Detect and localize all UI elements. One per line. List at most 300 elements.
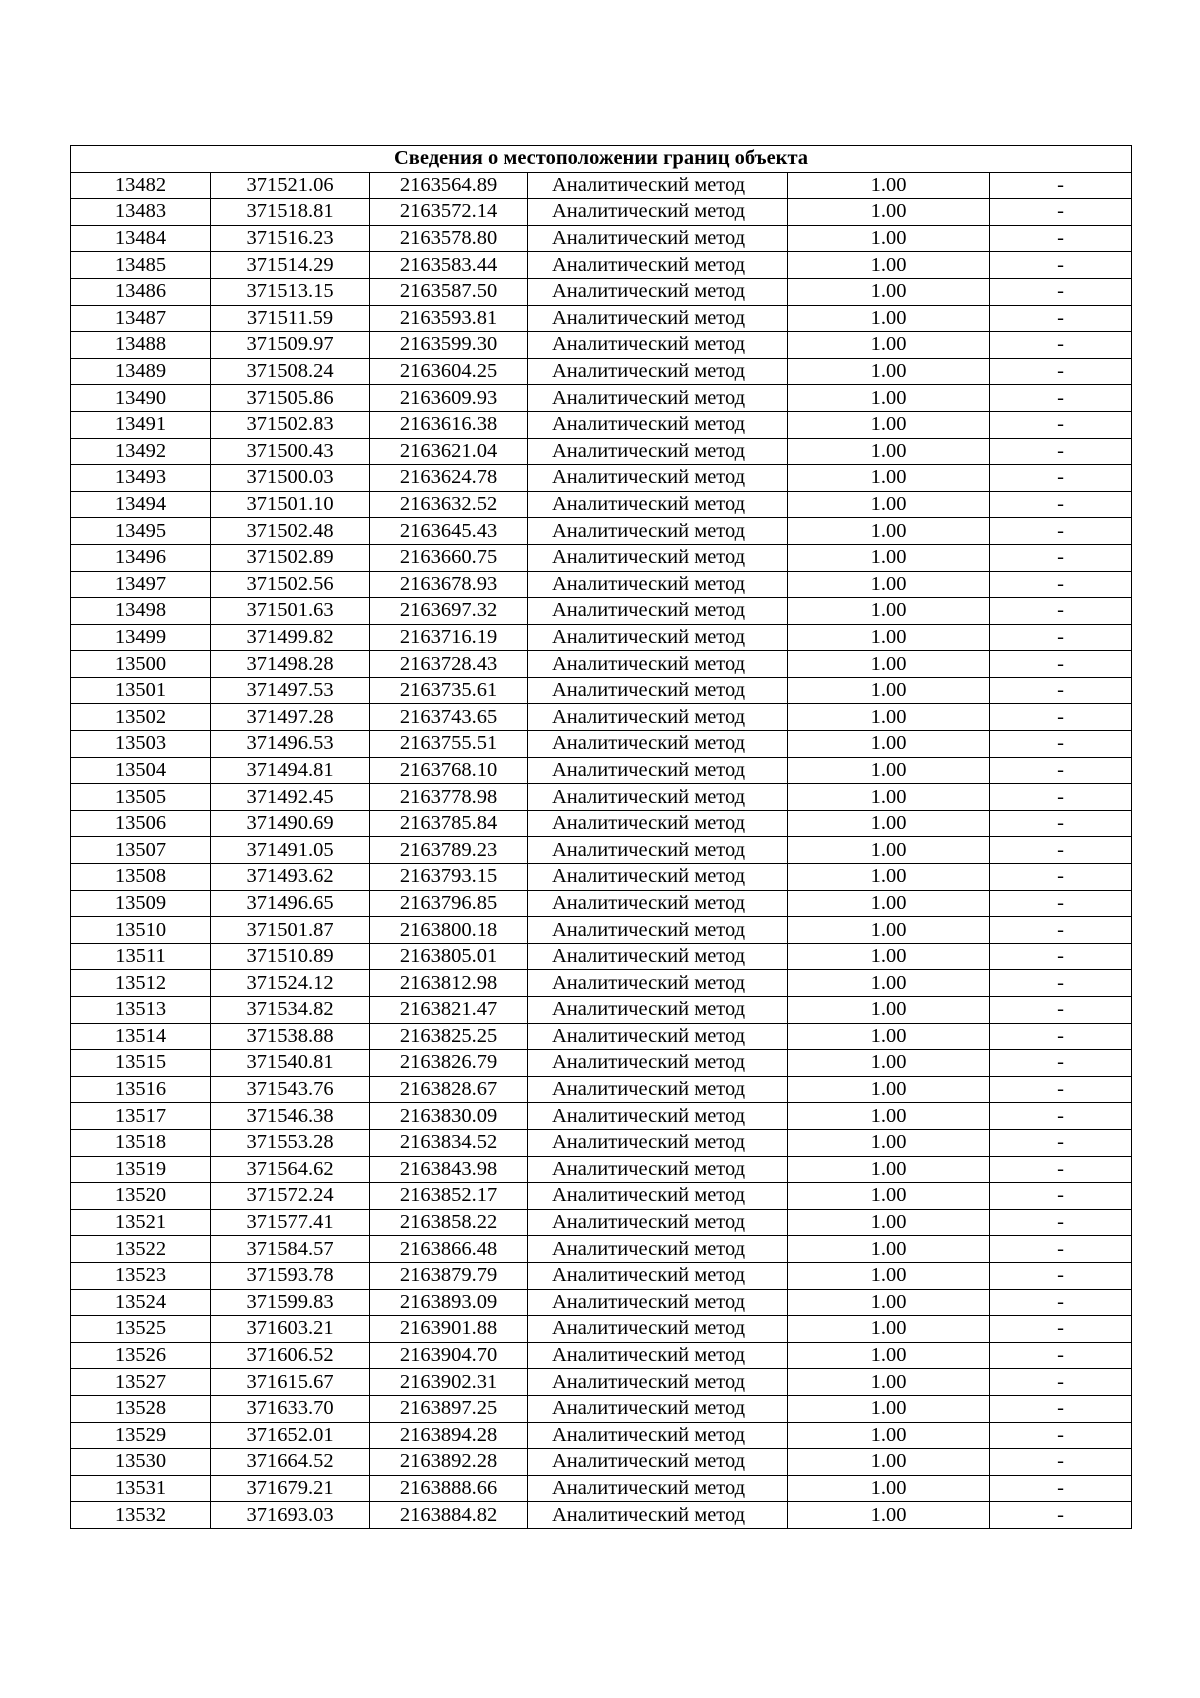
method-cell: Аналитический метод — [528, 1395, 788, 1422]
point-number-cell: 13500 — [71, 651, 211, 678]
note-cell: - — [990, 757, 1132, 784]
point-number-cell: 13502 — [71, 704, 211, 731]
note-cell: - — [990, 1475, 1132, 1502]
method-cell: Аналитический метод — [528, 1316, 788, 1343]
y-coordinate-cell: 2163616.38 — [370, 411, 528, 438]
accuracy-cell: 1.00 — [788, 810, 990, 837]
accuracy-cell: 1.00 — [788, 917, 990, 944]
method-cell: Аналитический метод — [528, 491, 788, 518]
accuracy-cell: 1.00 — [788, 598, 990, 625]
y-coordinate-cell: 2163805.01 — [370, 943, 528, 970]
y-coordinate-cell: 2163821.47 — [370, 997, 528, 1024]
note-cell: - — [990, 970, 1132, 997]
accuracy-cell: 1.00 — [788, 438, 990, 465]
method-cell: Аналитический метод — [528, 252, 788, 279]
y-coordinate-cell: 2163901.88 — [370, 1316, 528, 1343]
note-cell: - — [990, 1449, 1132, 1476]
y-coordinate-cell: 2163785.84 — [370, 810, 528, 837]
table-row — [71, 1475, 1132, 1502]
accuracy-cell: 1.00 — [788, 757, 990, 784]
method-cell: Аналитический метод — [528, 943, 788, 970]
point-number-cell: 13512 — [71, 970, 211, 997]
point-number-cell: 13508 — [71, 864, 211, 891]
accuracy-cell: 1.00 — [788, 571, 990, 598]
table-row — [71, 1316, 1132, 1343]
table-row — [71, 864, 1132, 891]
note-cell: - — [990, 1209, 1132, 1236]
point-number-cell: 13486 — [71, 278, 211, 305]
table-row — [71, 1023, 1132, 1050]
accuracy-cell: 1.00 — [788, 1369, 990, 1396]
x-coordinate-cell: 371664.52 — [211, 1449, 370, 1476]
accuracy-cell: 1.00 — [788, 997, 990, 1024]
note-cell: - — [990, 1422, 1132, 1449]
x-coordinate-cell: 371511.59 — [211, 305, 370, 332]
note-cell: - — [990, 1342, 1132, 1369]
table-row — [71, 1395, 1132, 1422]
table-row — [71, 1342, 1132, 1369]
x-coordinate-cell: 371564.62 — [211, 1156, 370, 1183]
y-coordinate-cell: 2163609.93 — [370, 385, 528, 412]
method-cell: Аналитический метод — [528, 1236, 788, 1263]
x-coordinate-cell: 371521.06 — [211, 172, 370, 199]
note-cell: - — [990, 1076, 1132, 1103]
table-row — [71, 252, 1132, 279]
x-coordinate-cell: 371516.23 — [211, 225, 370, 252]
point-number-cell: 13507 — [71, 837, 211, 864]
method-cell: Аналитический метод — [528, 1449, 788, 1476]
method-cell: Аналитический метод — [528, 757, 788, 784]
y-coordinate-cell: 2163897.25 — [370, 1395, 528, 1422]
accuracy-cell: 1.00 — [788, 278, 990, 305]
table-row — [71, 1050, 1132, 1077]
y-coordinate-cell: 2163593.81 — [370, 305, 528, 332]
table-row — [71, 943, 1132, 970]
x-coordinate-cell: 371502.89 — [211, 544, 370, 571]
point-number-cell: 13489 — [71, 358, 211, 385]
y-coordinate-cell: 2163884.82 — [370, 1502, 528, 1529]
y-coordinate-cell: 2163812.98 — [370, 970, 528, 997]
y-coordinate-cell: 2163852.17 — [370, 1183, 528, 1210]
x-coordinate-cell: 371497.28 — [211, 704, 370, 731]
x-coordinate-cell: 371572.24 — [211, 1183, 370, 1210]
note-cell: - — [990, 1262, 1132, 1289]
accuracy-cell: 1.00 — [788, 252, 990, 279]
y-coordinate-cell: 2163858.22 — [370, 1209, 528, 1236]
table-title: Сведения о местоположении границ объекта — [71, 146, 1132, 173]
accuracy-cell: 1.00 — [788, 1103, 990, 1130]
note-cell: - — [990, 1289, 1132, 1316]
table-row — [71, 997, 1132, 1024]
table-row — [71, 358, 1132, 385]
y-coordinate-cell: 2163645.43 — [370, 518, 528, 545]
point-number-cell: 13492 — [71, 438, 211, 465]
accuracy-cell: 1.00 — [788, 465, 990, 492]
y-coordinate-cell: 2163893.09 — [370, 1289, 528, 1316]
method-cell: Аналитический метод — [528, 598, 788, 625]
accuracy-cell: 1.00 — [788, 1502, 990, 1529]
method-cell: Аналитический метод — [528, 624, 788, 651]
y-coordinate-cell: 2163778.98 — [370, 784, 528, 811]
accuracy-cell: 1.00 — [788, 1289, 990, 1316]
y-coordinate-cell: 2163728.43 — [370, 651, 528, 678]
y-coordinate-cell: 2163697.32 — [370, 598, 528, 625]
method-cell: Аналитический метод — [528, 890, 788, 917]
point-number-cell: 13482 — [71, 172, 211, 199]
point-number-cell: 13505 — [71, 784, 211, 811]
method-cell: Аналитический метод — [528, 1183, 788, 1210]
y-coordinate-cell: 2163587.50 — [370, 278, 528, 305]
accuracy-cell: 1.00 — [788, 1183, 990, 1210]
x-coordinate-cell: 371603.21 — [211, 1316, 370, 1343]
note-cell: - — [990, 624, 1132, 651]
point-number-cell: 13517 — [71, 1103, 211, 1130]
note-cell: - — [990, 1103, 1132, 1130]
accuracy-cell: 1.00 — [788, 518, 990, 545]
method-cell: Аналитический метод — [528, 571, 788, 598]
point-number-cell: 13493 — [71, 465, 211, 492]
method-cell: Аналитический метод — [528, 1289, 788, 1316]
table-row — [71, 837, 1132, 864]
boundary-coordinates-table — [70, 145, 1132, 1529]
table-row — [71, 757, 1132, 784]
x-coordinate-cell: 371493.62 — [211, 864, 370, 891]
note-cell: - — [990, 1502, 1132, 1529]
note-cell: - — [990, 890, 1132, 917]
y-coordinate-cell: 2163826.79 — [370, 1050, 528, 1077]
table-row — [71, 1156, 1132, 1183]
accuracy-cell: 1.00 — [788, 1342, 990, 1369]
accuracy-cell: 1.00 — [788, 225, 990, 252]
y-coordinate-cell: 2163825.25 — [370, 1023, 528, 1050]
note-cell: - — [990, 1236, 1132, 1263]
x-coordinate-cell: 371500.03 — [211, 465, 370, 492]
table-row — [71, 651, 1132, 678]
table-row — [71, 465, 1132, 492]
note-cell: - — [990, 837, 1132, 864]
method-cell: Аналитический метод — [528, 332, 788, 359]
point-number-cell: 13491 — [71, 411, 211, 438]
point-number-cell: 13531 — [71, 1475, 211, 1502]
x-coordinate-cell: 371505.86 — [211, 385, 370, 412]
method-cell: Аналитический метод — [528, 225, 788, 252]
accuracy-cell: 1.00 — [788, 651, 990, 678]
method-cell: Аналитический метод — [528, 358, 788, 385]
accuracy-cell: 1.00 — [788, 491, 990, 518]
method-cell: Аналитический метод — [528, 465, 788, 492]
accuracy-cell: 1.00 — [788, 1076, 990, 1103]
method-cell: Аналитический метод — [528, 970, 788, 997]
method-cell: Аналитический метод — [528, 411, 788, 438]
method-cell: Аналитический метод — [528, 385, 788, 412]
note-cell: - — [990, 1369, 1132, 1396]
x-coordinate-cell: 371652.01 — [211, 1422, 370, 1449]
y-coordinate-cell: 2163735.61 — [370, 677, 528, 704]
accuracy-cell: 1.00 — [788, 1209, 990, 1236]
accuracy-cell: 1.00 — [788, 1156, 990, 1183]
table-row — [71, 1422, 1132, 1449]
note-cell: - — [990, 358, 1132, 385]
accuracy-cell: 1.00 — [788, 1050, 990, 1077]
table-row — [71, 1129, 1132, 1156]
note-cell: - — [990, 411, 1132, 438]
method-cell: Аналитический метод — [528, 438, 788, 465]
accuracy-cell: 1.00 — [788, 864, 990, 891]
x-coordinate-cell: 371494.81 — [211, 757, 370, 784]
x-coordinate-cell: 371502.83 — [211, 411, 370, 438]
x-coordinate-cell: 371593.78 — [211, 1262, 370, 1289]
table-row — [71, 199, 1132, 226]
point-number-cell: 13498 — [71, 598, 211, 625]
point-number-cell: 13506 — [71, 810, 211, 837]
y-coordinate-cell: 2163902.31 — [370, 1369, 528, 1396]
y-coordinate-cell: 2163866.48 — [370, 1236, 528, 1263]
method-cell: Аналитический метод — [528, 1369, 788, 1396]
accuracy-cell: 1.00 — [788, 731, 990, 758]
accuracy-cell: 1.00 — [788, 544, 990, 571]
table-row — [71, 1236, 1132, 1263]
y-coordinate-cell: 2163599.30 — [370, 332, 528, 359]
point-number-cell: 13510 — [71, 917, 211, 944]
y-coordinate-cell: 2163830.09 — [370, 1103, 528, 1130]
y-coordinate-cell: 2163800.18 — [370, 917, 528, 944]
method-cell: Аналитический метод — [528, 518, 788, 545]
note-cell: - — [990, 544, 1132, 571]
point-number-cell: 13490 — [71, 385, 211, 412]
method-cell: Аналитический метод — [528, 784, 788, 811]
note-cell: - — [990, 571, 1132, 598]
accuracy-cell: 1.00 — [788, 1395, 990, 1422]
point-number-cell: 13529 — [71, 1422, 211, 1449]
y-coordinate-cell: 2163892.28 — [370, 1449, 528, 1476]
y-coordinate-cell: 2163828.67 — [370, 1076, 528, 1103]
accuracy-cell: 1.00 — [788, 411, 990, 438]
point-number-cell: 13483 — [71, 199, 211, 226]
accuracy-cell: 1.00 — [788, 1262, 990, 1289]
y-coordinate-cell: 2163796.85 — [370, 890, 528, 917]
x-coordinate-cell: 371492.45 — [211, 784, 370, 811]
table-row — [71, 438, 1132, 465]
note-cell: - — [990, 278, 1132, 305]
point-number-cell: 13514 — [71, 1023, 211, 1050]
y-coordinate-cell: 2163755.51 — [370, 731, 528, 758]
x-coordinate-cell: 371499.82 — [211, 624, 370, 651]
table-row — [71, 172, 1132, 199]
note-cell: - — [990, 917, 1132, 944]
point-number-cell: 13488 — [71, 332, 211, 359]
accuracy-cell: 1.00 — [788, 677, 990, 704]
table-row — [71, 278, 1132, 305]
table-row — [71, 225, 1132, 252]
accuracy-cell: 1.00 — [788, 890, 990, 917]
x-coordinate-cell: 371502.56 — [211, 571, 370, 598]
x-coordinate-cell: 371502.48 — [211, 518, 370, 545]
table-row — [71, 810, 1132, 837]
note-cell: - — [990, 1050, 1132, 1077]
accuracy-cell: 1.00 — [788, 1475, 990, 1502]
method-cell: Аналитический метод — [528, 651, 788, 678]
y-coordinate-cell: 2163624.78 — [370, 465, 528, 492]
method-cell: Аналитический метод — [528, 1103, 788, 1130]
method-cell: Аналитический метод — [528, 1156, 788, 1183]
table-row — [71, 731, 1132, 758]
table-row — [71, 598, 1132, 625]
point-number-cell: 13496 — [71, 544, 211, 571]
y-coordinate-cell: 2163572.14 — [370, 199, 528, 226]
method-cell: Аналитический метод — [528, 1050, 788, 1077]
point-number-cell: 13503 — [71, 731, 211, 758]
note-cell: - — [990, 704, 1132, 731]
y-coordinate-cell: 2163879.79 — [370, 1262, 528, 1289]
point-number-cell: 13494 — [71, 491, 211, 518]
x-coordinate-cell: 371491.05 — [211, 837, 370, 864]
y-coordinate-cell: 2163789.23 — [370, 837, 528, 864]
note-cell: - — [990, 1023, 1132, 1050]
point-number-cell: 13527 — [71, 1369, 211, 1396]
table-row — [71, 1209, 1132, 1236]
x-coordinate-cell: 371633.70 — [211, 1395, 370, 1422]
x-coordinate-cell: 371679.21 — [211, 1475, 370, 1502]
y-coordinate-cell: 2163564.89 — [370, 172, 528, 199]
note-cell: - — [990, 731, 1132, 758]
method-cell: Аналитический метод — [528, 917, 788, 944]
table-row — [71, 1076, 1132, 1103]
method-cell: Аналитический метод — [528, 704, 788, 731]
x-coordinate-cell: 371553.28 — [211, 1129, 370, 1156]
method-cell: Аналитический метод — [528, 837, 788, 864]
accuracy-cell: 1.00 — [788, 385, 990, 412]
x-coordinate-cell: 371540.81 — [211, 1050, 370, 1077]
x-coordinate-cell: 371510.89 — [211, 943, 370, 970]
y-coordinate-cell: 2163604.25 — [370, 358, 528, 385]
point-number-cell: 13516 — [71, 1076, 211, 1103]
note-cell: - — [990, 225, 1132, 252]
point-number-cell: 13523 — [71, 1262, 211, 1289]
x-coordinate-cell: 371508.24 — [211, 358, 370, 385]
point-number-cell: 13525 — [71, 1316, 211, 1343]
note-cell: - — [990, 518, 1132, 545]
y-coordinate-cell: 2163716.19 — [370, 624, 528, 651]
point-number-cell: 13522 — [71, 1236, 211, 1263]
accuracy-cell: 1.00 — [788, 1023, 990, 1050]
table-row — [71, 1262, 1132, 1289]
table-row — [71, 305, 1132, 332]
point-number-cell: 13499 — [71, 624, 211, 651]
x-coordinate-cell: 371543.76 — [211, 1076, 370, 1103]
x-coordinate-cell: 371615.67 — [211, 1369, 370, 1396]
x-coordinate-cell: 371501.63 — [211, 598, 370, 625]
table-row — [71, 970, 1132, 997]
table-row — [71, 784, 1132, 811]
accuracy-cell: 1.00 — [788, 358, 990, 385]
point-number-cell: 13526 — [71, 1342, 211, 1369]
point-number-cell: 13524 — [71, 1289, 211, 1316]
table-row — [71, 890, 1132, 917]
note-cell: - — [990, 305, 1132, 332]
table-row — [71, 624, 1132, 651]
method-cell: Аналитический метод — [528, 810, 788, 837]
note-cell: - — [990, 332, 1132, 359]
y-coordinate-cell: 2163578.80 — [370, 225, 528, 252]
x-coordinate-cell: 371498.28 — [211, 651, 370, 678]
note-cell: - — [990, 864, 1132, 891]
x-coordinate-cell: 371599.83 — [211, 1289, 370, 1316]
note-cell: - — [990, 810, 1132, 837]
x-coordinate-cell: 371497.53 — [211, 677, 370, 704]
point-number-cell: 13519 — [71, 1156, 211, 1183]
y-coordinate-cell: 2163888.66 — [370, 1475, 528, 1502]
point-number-cell: 13485 — [71, 252, 211, 279]
table-row — [71, 704, 1132, 731]
table-row — [71, 1449, 1132, 1476]
method-cell: Аналитический метод — [528, 172, 788, 199]
x-coordinate-cell: 371496.65 — [211, 890, 370, 917]
y-coordinate-cell: 2163834.52 — [370, 1129, 528, 1156]
point-number-cell: 13513 — [71, 997, 211, 1024]
point-number-cell: 13528 — [71, 1395, 211, 1422]
x-coordinate-cell: 371513.15 — [211, 278, 370, 305]
point-number-cell: 13495 — [71, 518, 211, 545]
accuracy-cell: 1.00 — [788, 943, 990, 970]
table-row — [71, 571, 1132, 598]
y-coordinate-cell: 2163660.75 — [370, 544, 528, 571]
x-coordinate-cell: 371509.97 — [211, 332, 370, 359]
table-row — [71, 1502, 1132, 1529]
note-cell: - — [990, 1156, 1132, 1183]
method-cell: Аналитический метод — [528, 864, 788, 891]
note-cell: - — [990, 997, 1132, 1024]
accuracy-cell: 1.00 — [788, 837, 990, 864]
x-coordinate-cell: 371606.52 — [211, 1342, 370, 1369]
table-title-row — [71, 146, 1132, 173]
x-coordinate-cell: 371577.41 — [211, 1209, 370, 1236]
accuracy-cell: 1.00 — [788, 199, 990, 226]
table-row — [71, 1369, 1132, 1396]
note-cell: - — [990, 1316, 1132, 1343]
note-cell: - — [990, 172, 1132, 199]
y-coordinate-cell: 2163843.98 — [370, 1156, 528, 1183]
note-cell: - — [990, 491, 1132, 518]
y-coordinate-cell: 2163678.93 — [370, 571, 528, 598]
note-cell: - — [990, 199, 1132, 226]
point-number-cell: 13515 — [71, 1050, 211, 1077]
note-cell: - — [990, 784, 1132, 811]
table-row — [71, 332, 1132, 359]
x-coordinate-cell: 371518.81 — [211, 199, 370, 226]
y-coordinate-cell: 2163793.15 — [370, 864, 528, 891]
x-coordinate-cell: 371693.03 — [211, 1502, 370, 1529]
x-coordinate-cell: 371501.10 — [211, 491, 370, 518]
point-number-cell: 13520 — [71, 1183, 211, 1210]
x-coordinate-cell: 371496.53 — [211, 731, 370, 758]
table-row — [71, 1103, 1132, 1130]
accuracy-cell: 1.00 — [788, 704, 990, 731]
point-number-cell: 13530 — [71, 1449, 211, 1476]
method-cell: Аналитический метод — [528, 1262, 788, 1289]
point-number-cell: 13501 — [71, 677, 211, 704]
point-number-cell: 13509 — [71, 890, 211, 917]
note-cell: - — [990, 598, 1132, 625]
method-cell: Аналитический метод — [528, 1475, 788, 1502]
accuracy-cell: 1.00 — [788, 970, 990, 997]
method-cell: Аналитический метод — [528, 544, 788, 571]
table-body — [71, 172, 1132, 1528]
y-coordinate-cell: 2163621.04 — [370, 438, 528, 465]
x-coordinate-cell: 371500.43 — [211, 438, 370, 465]
point-number-cell: 13504 — [71, 757, 211, 784]
accuracy-cell: 1.00 — [788, 1449, 990, 1476]
point-number-cell: 13487 — [71, 305, 211, 332]
